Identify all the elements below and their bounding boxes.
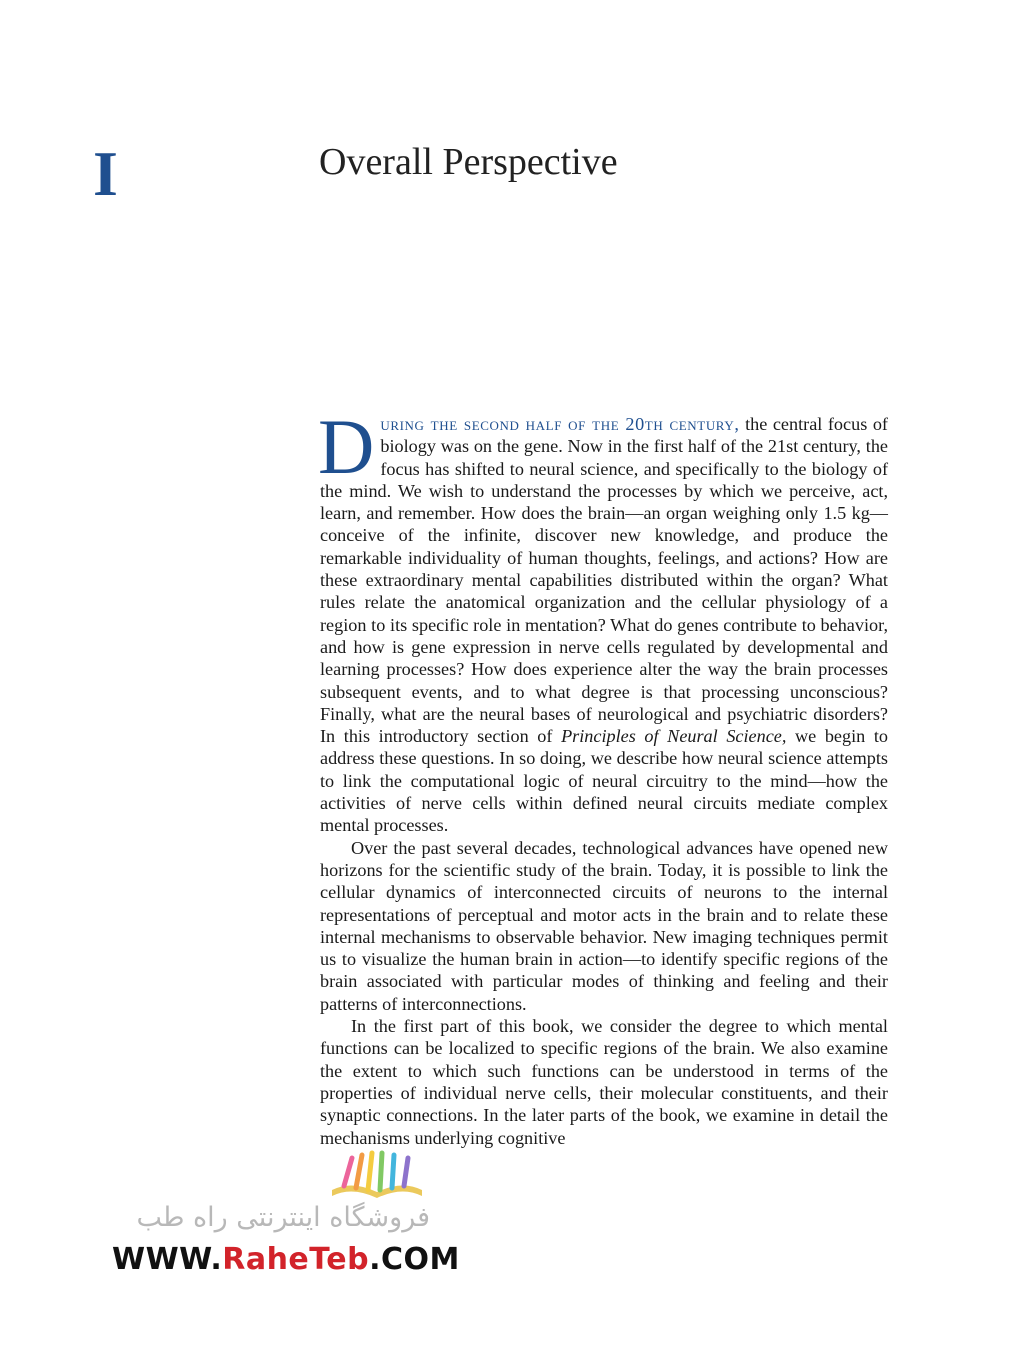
url-brand: RaheTeb <box>222 1242 370 1277</box>
paragraph-1-end: we begin to address these questions. In so doing, we describe how neural science attempts to link the computational logic of neural circuitry to the mind—how the activities of nerve cells within defined neural circuits mediate complex mental processes. <box>320 726 888 836</box>
paragraph-1 <box>318 403 888 837</box>
part-title: Overall Perspective <box>319 141 618 183</box>
intro-text <box>318 403 888 1149</box>
watermark-url <box>112 1242 460 1277</box>
book-logo-icon <box>322 1150 432 1200</box>
book-title: Principles of Neural Science, <box>561 726 787 747</box>
drop-cap: D <box>318 403 375 490</box>
paragraph-1-text: the central focus of biology was on the gene. Now in the first half of the 21st century, the focus has shifted to neural science, and specifically to the biology of the mind. We wish to understand the processes by which we perceive, act, learn, and remember. How does the brain—an organ weighing only 1.5 kg—conceive of the infinite, discover new knowledge, and produce the remarkable individuality of human thoughts, feelings, and actions? How are these extraordinary mental capabilities distributed within the organ? What rules relate the anatomical organization and the cellular physiology of a region to its specific role in mentation? What do genes contribute to behavior, and how is gene expression in nerve cells regulated by developmental and learning processes? How does experience alter the way the brain processes subsequent events, and to what degree is that processing unconscious? Finally, what are the neural bases of neurological and psychiatric disorders? In this introductory section of <box>320 414 888 747</box>
url-suffix: .COM <box>369 1242 460 1277</box>
lead-smallcaps: uring the second half of the 20th century, <box>380 414 740 434</box>
url-prefix: WWW. <box>112 1242 223 1277</box>
part-numeral: I <box>93 138 118 209</box>
watermark <box>108 1150 460 1290</box>
paragraph-2: Over the past several decades, technological advances have opened new horizons for the scientific study of the brain. Today, it is possible to link the cellular dynamics of interconnected circuits of neurons to the internal representations of perceptual and motor acts in the brain and to relate these internal mechanisms to observable behavior. New imaging techniques permit us to visualize the human brain in action—to identify specific regions of the brain associated with particular modes of thinking and feeling and their patterns of interconnections. <box>320 837 888 1014</box>
paragraph-3: In the first part of this book, we consider the degree to which mental functions can be localized to specific regions of the brain. We also examine the extent to which such functions can be understood in terms of the properties of individual nerve cells, their molecular constituents, and their synaptic connections. In the later parts of the book, we examine in detail the mechanisms underlying cognitive <box>320 1016 888 1148</box>
watermark-persian-text: فروشگاه اینترنتی راه طب <box>136 1202 430 1233</box>
